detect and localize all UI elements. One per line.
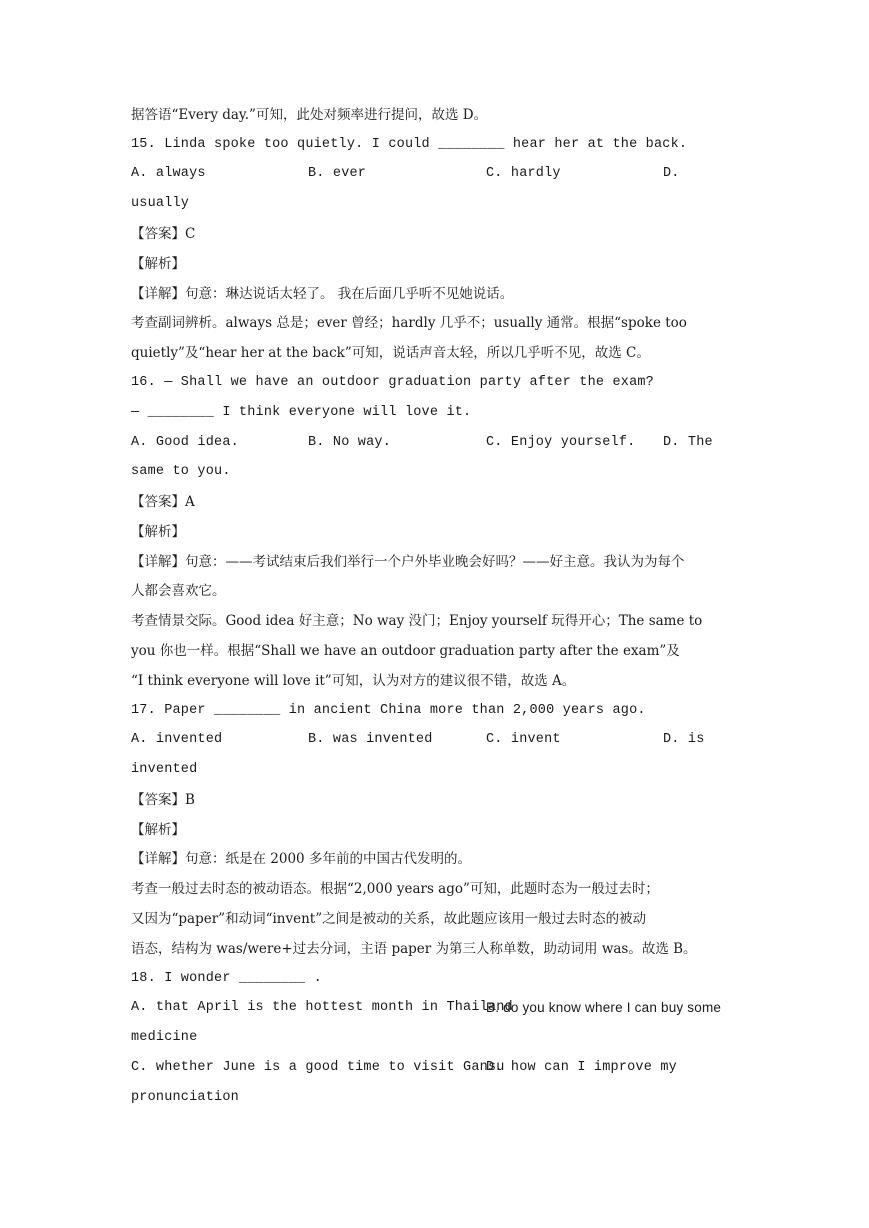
option-b: B. No way. [308, 435, 392, 450]
explanation-line: 考查情景交际。Good idea 好主意；No way 没门；Enjoy yourself 玩得开心；The same to [131, 613, 703, 629]
question-16-reply: — ________ I think everyone will love it. [131, 405, 472, 420]
answer-label: 【答案】B [131, 792, 195, 808]
question-17: 17. Paper ________ in ancient China more than 2,000 years ago. [131, 703, 646, 718]
question-18-options-cd [131, 1059, 741, 1077]
option-c: C. whether June is a good time to visit Gansu [131, 1060, 505, 1075]
option-b: B. do you know where I can buy some [486, 1000, 722, 1015]
explanation-line: you 你也一样。根据“Shall we have an outdoor graduation party after the exam”及 [131, 643, 680, 659]
explanation-line: 据答语“Every day.”可知，此处对频率进行提问，故选 D。 [131, 107, 488, 123]
detail-label: 【详解】句意：——考试结束后我们举行一个户外毕业晚会好吗？——好主意。我认为为每个 [131, 554, 685, 570]
explanation-line: 考查一般过去时态的被动语态。根据“2,000 years ago”可知，此题时态为一般过去时； [131, 881, 659, 897]
explanation-line: 又因为“paper”和动词“invent”之间是被动的关系，故此题应该用一般过去时态的被动 [131, 911, 647, 927]
option-b-continued: medicine [131, 1030, 198, 1045]
question-16-options [131, 434, 741, 452]
option-d: D. how can I improve my [486, 1060, 677, 1075]
option-d: D. The [663, 435, 713, 450]
answer-label: 【答案】A [131, 494, 195, 510]
option-b: B. ever [308, 166, 367, 181]
detail-label: 【详解】句意：纸是在 2000 多年前的中国古代发明的。 [131, 851, 471, 867]
detail-label: 【详解】句意：琳达说话太轻了。 我在后面几乎听不见她说话。 [131, 286, 514, 302]
option-c: C. Enjoy yourself. [486, 435, 636, 450]
detail-line: 人都会喜欢它。 [131, 583, 226, 599]
option-c: C. hardly [486, 166, 561, 181]
question-15: 15. Linda spoke too quietly. I could ________ hear her at the back. [131, 137, 688, 152]
question-16: 16. — Shall we have an outdoor graduation party after the exam? [131, 375, 654, 390]
option-a: A. that April is the hottest month in Thailand [131, 1000, 513, 1015]
question-18-options-ab [131, 999, 741, 1017]
option-d-continued: invented [131, 762, 198, 777]
option-c: C. invent [486, 732, 561, 747]
question-18: 18. I wonder ________ . [131, 971, 322, 986]
explanation-line: quietly”及“hear her at the back”可知，说话声音太轻，所以几乎听不见，故选 C。 [131, 345, 650, 361]
question-15-options [131, 165, 741, 183]
option-b: B. was invented [308, 732, 433, 747]
option-a: A. Good idea. [131, 435, 239, 450]
explanation-line: “I think everyone will love it”可知，认为对方的建议很不错，故选 A。 [131, 673, 576, 689]
option-a: A. invented [131, 732, 223, 747]
option-a: A. always [131, 166, 206, 181]
answer-label: 【答案】C [131, 226, 196, 242]
analysis-label: 【解析】 [131, 524, 185, 540]
analysis-label: 【解析】 [131, 256, 185, 272]
explanation-line: 考查副词辨析。always 总是；ever 曾经；hardly 几乎不；usually 通常。根据“spoke too [131, 315, 687, 331]
option-d-continued: pronunciation [131, 1090, 239, 1105]
option-d: D. is [663, 732, 705, 747]
option-d: D. [663, 166, 680, 181]
option-d-continued: same to you. [131, 464, 231, 479]
analysis-label: 【解析】 [131, 822, 185, 838]
option-d-continued: usually [131, 196, 190, 211]
explanation-line: 语态，结构为 was/were+过去分词，主语 paper 为第三人称单数，助动词用 was。故选 B。 [131, 941, 697, 957]
question-17-options [131, 731, 741, 749]
